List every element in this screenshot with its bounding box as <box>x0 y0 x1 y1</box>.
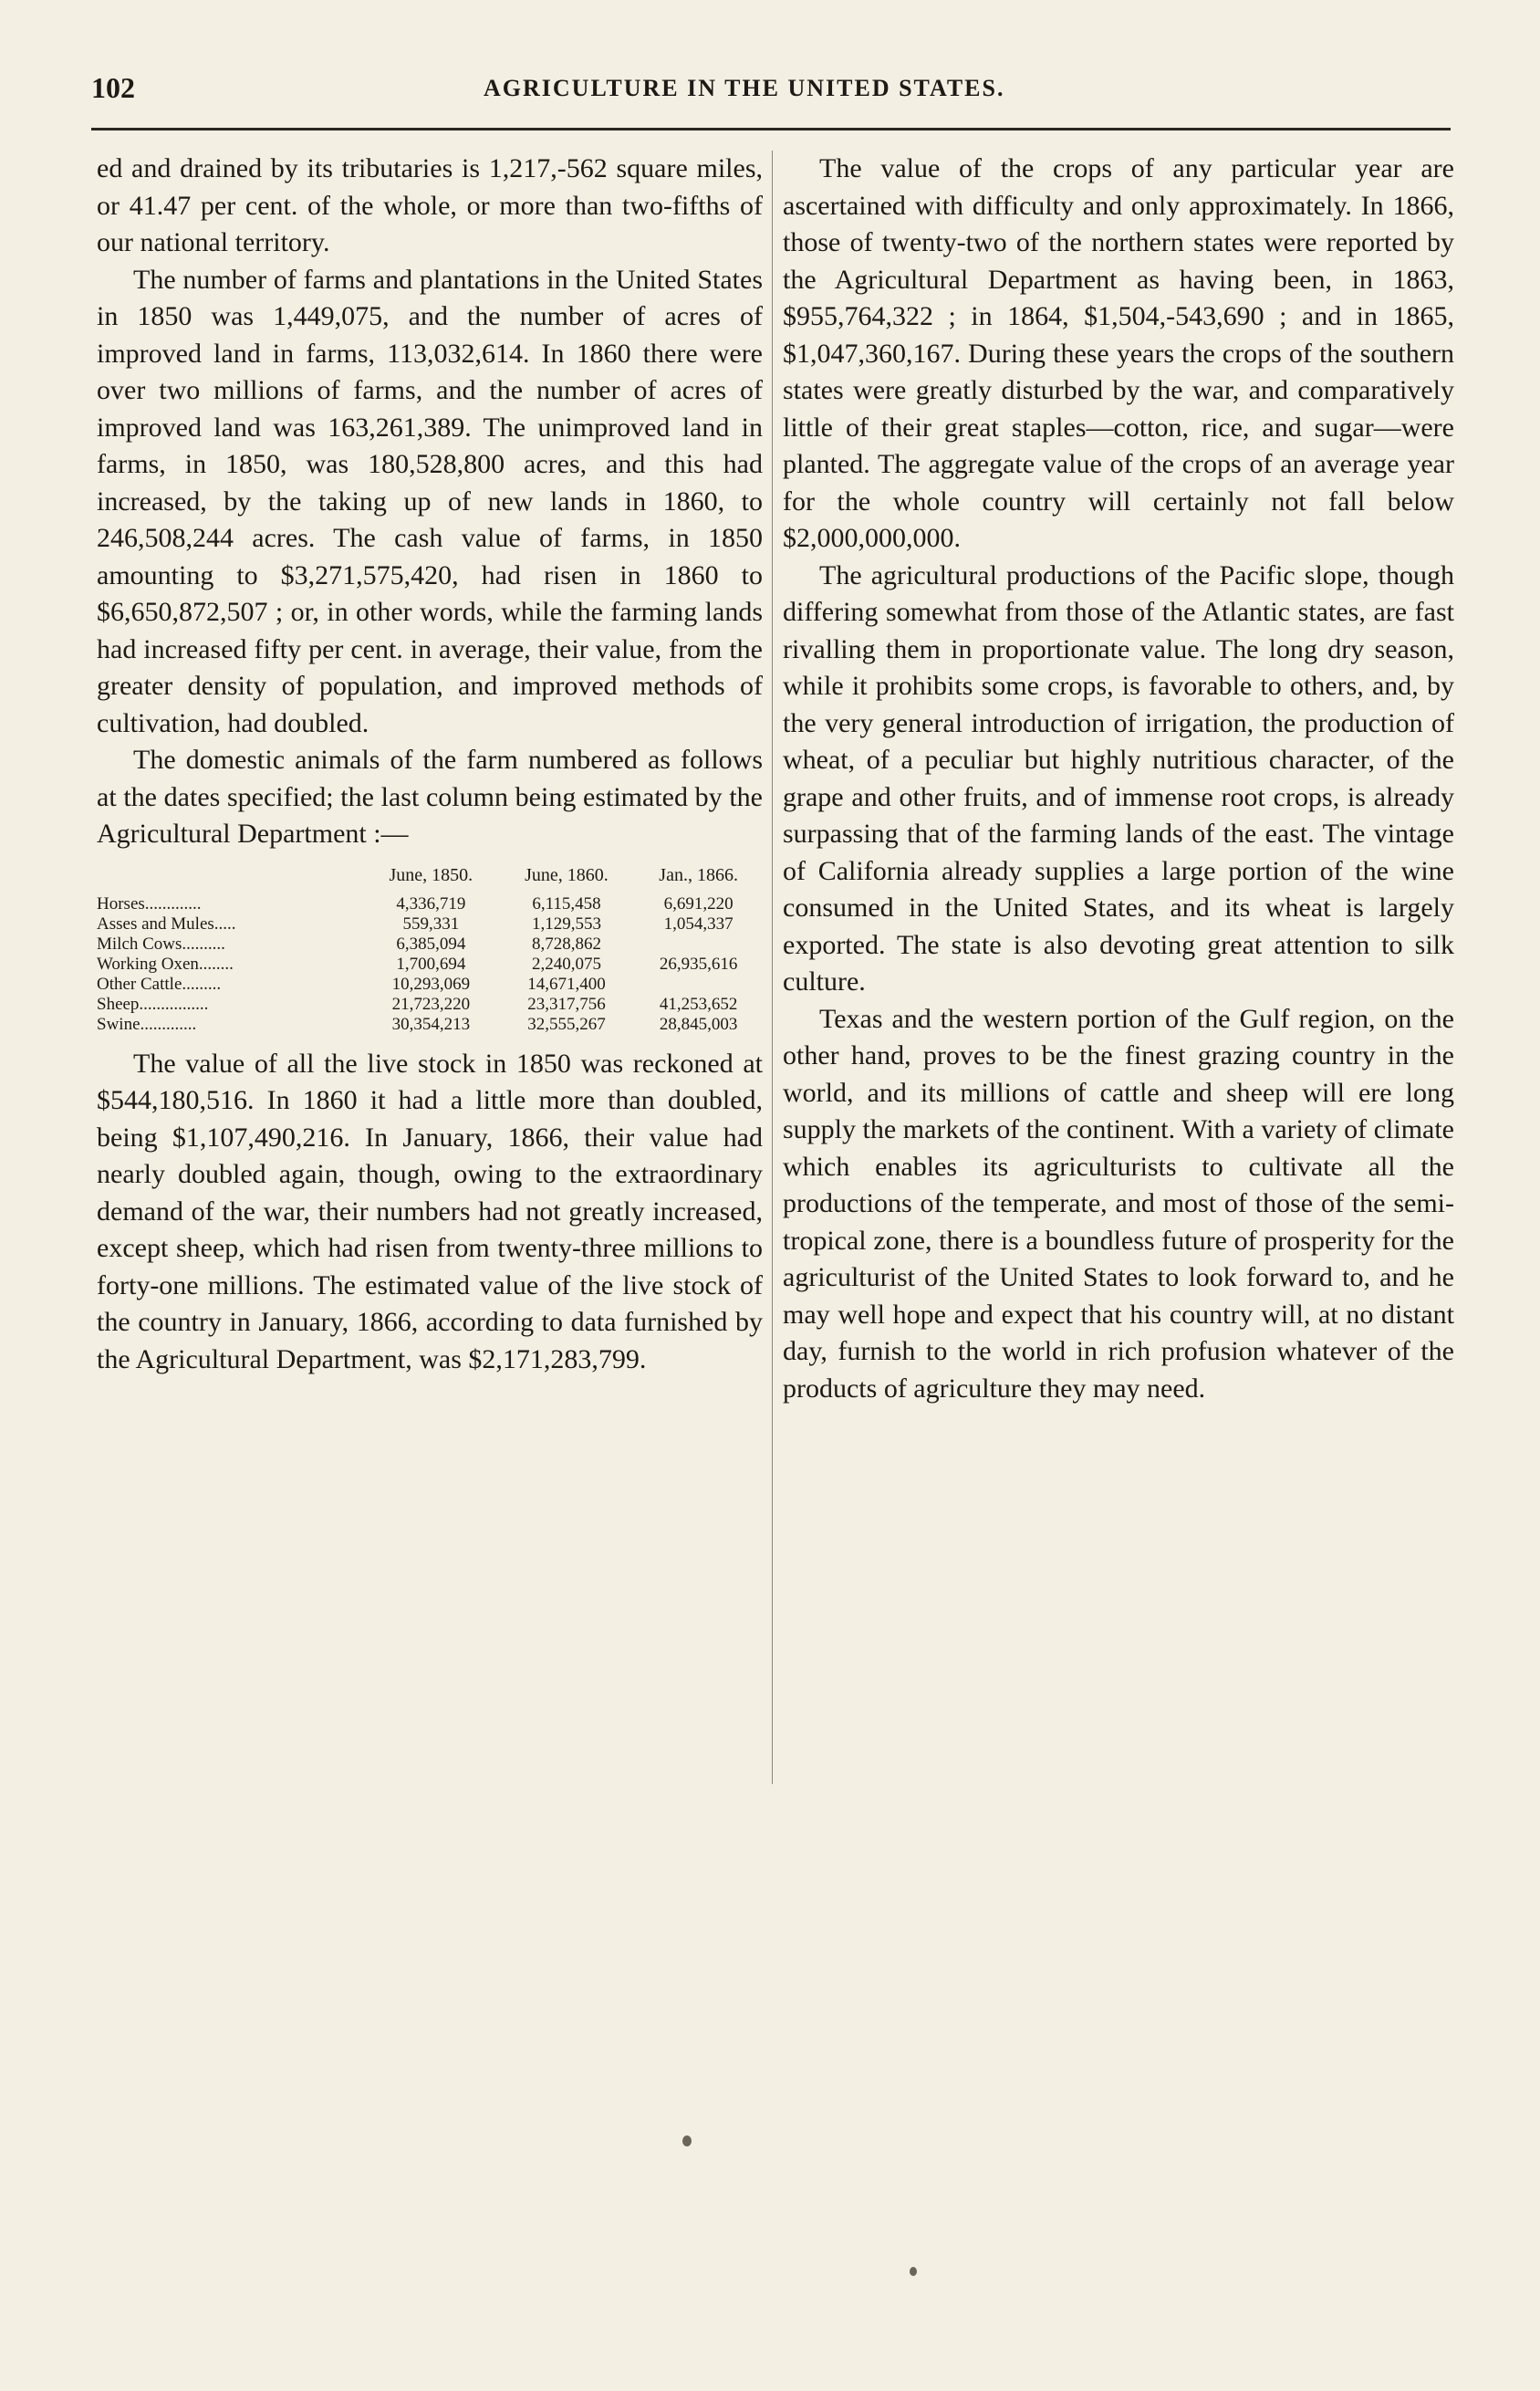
cell-1866: 28,845,003 <box>659 1014 738 1034</box>
column-header-1860: June, 1860. <box>525 864 609 885</box>
cell-1850: 10,293,069 <box>391 974 471 994</box>
header-rule <box>91 128 1451 131</box>
cell-1860: 32,555,267 <box>527 1014 606 1034</box>
cell-1850: 30,354,213 <box>391 1014 471 1034</box>
cell-1860: 2,240,075 <box>531 954 601 974</box>
left-paragraph-1: ed and drained by its tributaries is 1,217,-562 square miles, or 41.47 per cent. of the whole, or more than two-fifths of our national territory. <box>97 153 763 257</box>
cell-1866: 26,935,616 <box>659 954 738 974</box>
cell-1866 <box>634 934 763 955</box>
cell-1850: 4,336,719 <box>396 893 466 914</box>
livestock-table <box>97 864 763 1035</box>
cell-1866: 1,054,337 <box>663 914 734 934</box>
row-label: Milch Cows.......... <box>97 934 225 954</box>
row-label: Swine............. <box>97 1014 197 1034</box>
row-label: Working Oxen........ <box>97 954 234 974</box>
cell-1866: 41,253,652 <box>659 994 738 1014</box>
cell-1850: 21,723,220 <box>391 994 471 1014</box>
cell-1850: 559,331 <box>402 914 460 934</box>
cell-1850: 6,385,094 <box>396 934 466 954</box>
table-row <box>97 1015 763 1035</box>
column-header-1866: Jan., 1866. <box>659 864 738 885</box>
table-row <box>97 894 763 914</box>
left-paragraph-3: The domestic animals of the farm numbered as follows at the dates specified; the last column being estimated by the Agricultural Department :— <box>97 745 763 849</box>
page-number: 102 <box>91 71 135 104</box>
cell-1866 <box>634 975 763 995</box>
cell-1860: 1,129,553 <box>531 914 601 934</box>
cell-1860: 8,728,862 <box>531 934 601 954</box>
table-row <box>97 975 763 995</box>
table-row <box>97 934 763 955</box>
cell-1850: 1,700,694 <box>396 954 466 974</box>
row-label: Sheep................ <box>97 994 209 1014</box>
table-row <box>97 995 763 1015</box>
right-paragraph-1: The value of the crops of any particular year are ascertained with difficulty and only approximately. In 1866, those of twenty-two of the northern states were reported by the Agricultural Department as having been, in 1863, $955,764,322 ; in 1864, $1,504,-543,690 ; and in 1865, $1,047,360,167. During these years the crops of the southern states were greatly disturbed by the war, and comparatively little of their great staples—cotton, rice, and sugar—were planted. The aggregate value of the crops of an average year for the whole country will certainly not fall below $2,000,000,000. <box>783 153 1454 553</box>
row-label: Other Cattle......... <box>97 974 222 994</box>
column-divider <box>772 151 773 1784</box>
cell-1866: 6,691,220 <box>663 893 734 914</box>
left-paragraph-4: The value of all the live stock in 1850 was reckoned at $544,180,516. In 1860 it had a little more than doubled, being $1,107,490,216. In January, 1866, their value had nearly doubled again, though, owing to the extraordinary demand of the war, their numbers had not greatly increased, except sheep, which had risen from twenty-three millions to forty-one millions. The estimated value of the live stock of the country in January, 1866, according to data furnished by the Agricultural Department, was $2,171,283,799. <box>97 1048 763 1374</box>
left-paragraph-2: The number of farms and plantations in the United States in 1850 was 1,449,075, and the number of acres of improved land in farms, 113,032,614. In 1860 there were over two millions of farms, and the number of acres of improved land was 163,261,389. The unimproved land in farms, in 1850, was 180,528,800 acres, and this had increased, by the taking up of new lands in 1860, to 246,508,244 acres. The cash value of farms, in 1850 amounting to $3,271,575,420, had risen in 1860 to $6,650,872,507 ; or, in other words, while the farming lands had increased fifty per cent. in average, their value, from the greater density of population, and improved methods of cultivation, had doubled. <box>97 264 763 738</box>
ink-speck <box>910 2267 917 2276</box>
table-row <box>97 914 763 934</box>
ink-speck <box>682 2135 692 2146</box>
table-header-blank <box>97 864 363 894</box>
right-paragraph-3: Texas and the western portion of the Gulf region, on the other hand, proves to be the finest grazing country in the world, and its millions of cattle and sheep will ere long supply the markets of the continent. With a variety of climate which enables its agriculturists to cultivate all the productions of the temperate, and most of those of the semi-tropical zone, there is a boundless future of prosperity for the agriculturist of the United States to look forward to, and he may well hope and expect that his country will, at no distant day, furnish to the world in rich profusion whatever of the products of agriculture they may need. <box>783 1003 1454 1404</box>
right-paragraph-2: The agricultural productions of the Pacific slope, though differing somewhat from those of the Atlantic states, are fast rivalling them in proportionate value. The long dry season, while it prohibits some crops, is favorable to others, and, by the very general introduction of irrigation, the production of wheat, of a peculiar but highly nutritious character, of the grape and other fruits, and of immense root crops, is already surpassing that of the farming lands of the east. The vintage of California already supplies a large portion of the wine consumed in the United States, and its wheat is largely exported. The state is also devoting great attention to silk culture. <box>783 559 1454 997</box>
cell-1860: 6,115,458 <box>532 893 601 914</box>
table-row <box>97 955 763 975</box>
column-header-1850: June, 1850. <box>389 864 473 885</box>
table-header-row <box>97 864 763 894</box>
cell-1860: 14,671,400 <box>527 974 606 994</box>
row-label: Asses and Mules..... <box>97 914 236 934</box>
cell-1860: 23,317,756 <box>527 994 606 1014</box>
left-column <box>97 151 763 1378</box>
running-head: AGRICULTURE IN THE UNITED STATES. <box>484 75 1005 101</box>
row-label: Horses............. <box>97 893 202 914</box>
right-column <box>783 151 1454 1407</box>
page-header <box>91 71 1451 108</box>
